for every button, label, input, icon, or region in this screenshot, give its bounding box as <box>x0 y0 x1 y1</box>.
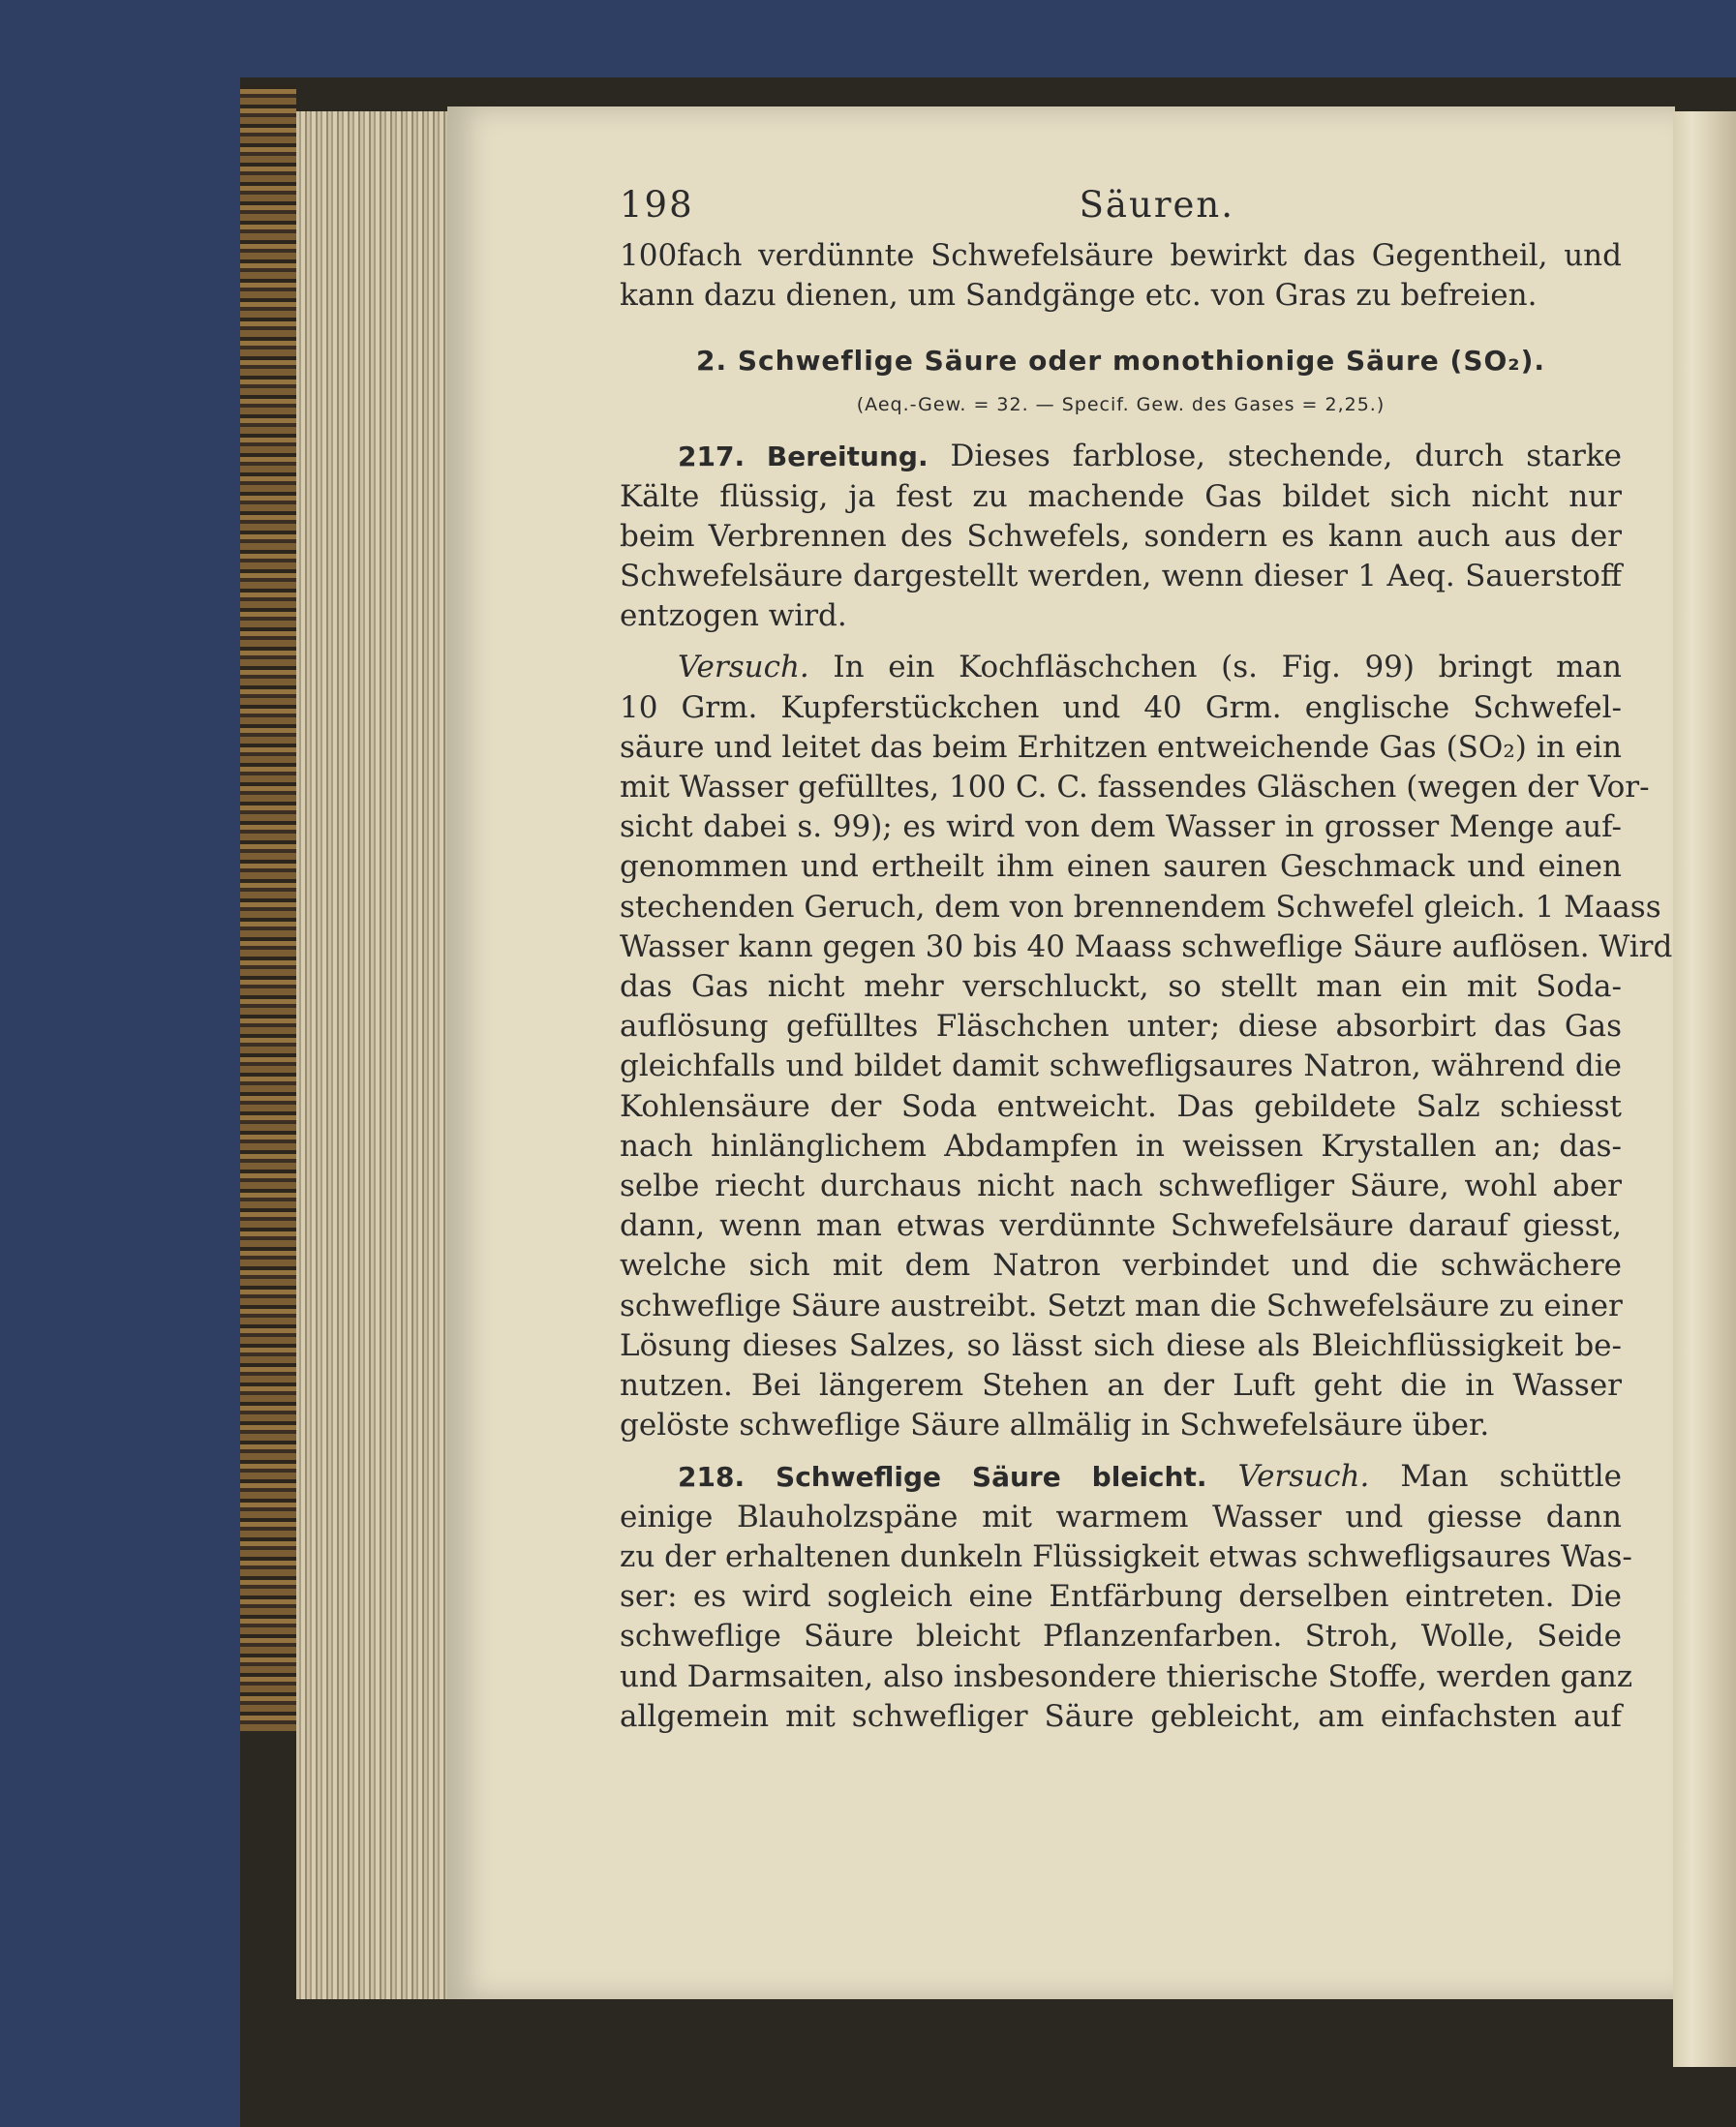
text-line <box>620 648 1622 687</box>
text-line: 10 Grm. Kupferstückchen und 40 Grm. englische Schwefel- <box>620 689 1622 725</box>
versuch-paragraph <box>620 648 1673 1445</box>
page-number: 198 <box>620 184 694 226</box>
text-line: beim Verbrennen des Schwefels, sondern es kann auch aus der <box>620 518 1622 554</box>
text-line: ser: es wird sogleich eine Entfärbung derselben eintreten. Die <box>620 1579 1622 1615</box>
versuch-label: Versuch. <box>1237 1459 1370 1495</box>
text-line: schweflige Säure bleicht Pflanzenfarben. Stroh, Wolle, Seide <box>620 1619 1622 1655</box>
text-line: Lösung dieses Salzes, so lässt sich diese als Bleichflüssigkeit be- <box>620 1327 1622 1363</box>
text-line: Kohlensäure der Soda entweicht. Das gebildete Salz schiesst <box>620 1088 1622 1124</box>
text-line: welche sich mit dem Natron verbindet und die schwächere <box>620 1248 1622 1284</box>
text-line <box>620 1457 1622 1497</box>
text-line: Wasser kann gegen 30 bis 40 Maass schweflige Säure auflösen. Wird <box>620 928 1673 964</box>
section-subheading: (Aeq.-Gew. = 32. — Specif. Gew. des Gases = 2,25.) <box>856 394 1386 416</box>
text-line: gleichfalls und bildet damit schwefligsaures Natron, während die <box>620 1048 1622 1084</box>
text-line: kann dazu dienen, um Sandgänge etc. von Gras zu befreien. <box>620 278 1538 314</box>
text-line: Kälte flüssig, ja fest zu machende Gas bildet sich nicht nur <box>620 478 1622 514</box>
page-text <box>620 184 1673 1737</box>
text-line: nutzen. Bei längerem Stehen an der Luft geht die in Wasser <box>620 1368 1622 1404</box>
text-line: selbe riecht durchaus nicht nach schwefliger Säure, wohl aber <box>620 1169 1622 1204</box>
text-line: sicht dabei s. 99); es wird von dem Wasser in grosser Menge auf- <box>620 809 1622 845</box>
paragraph-217 <box>620 437 1622 636</box>
text-line: säure und leitet das beim Erhitzen entweichende Gas (SO₂) in ein <box>620 729 1622 765</box>
text-line: 100fach verdünnte Schwefelsäure bewirkt das Gegentheil, und <box>620 238 1622 273</box>
text-line: mit Wasser gefülltes, 100 C. C. fassendes Gläschen (wegen der Vor- <box>620 770 1650 805</box>
text-fragment: Man schüttle <box>1369 1459 1622 1495</box>
text-line <box>620 437 1622 476</box>
page-header <box>620 184 1622 236</box>
text-line: schweflige Säure austreibt. Setzt man die Schwefelsäure zu einer <box>620 1288 1623 1323</box>
text-fragment: Dieses farblose, stechende, durch starke <box>928 439 1622 474</box>
text-line: Schwefelsäure dargestellt werden, wenn dieser 1 Aeq. Sauerstoff <box>620 559 1622 594</box>
text-line: und Darmsaiten, also insbesondere thierische Stoffe, werden ganz <box>620 1658 1633 1694</box>
text-line: nach hinlänglichem Abdampfen in weissen Krystallen an; das- <box>620 1128 1622 1164</box>
text-line: stechenden Geruch, dem von brennendem Schwefel gleich. 1 Maass <box>620 889 1661 925</box>
text-line: einige Blauholzspäne mit warmem Wasser und giesse dann <box>620 1499 1622 1534</box>
text-line: auflösung gefülltes Fläschchen unter; diese absorbirt das Gas <box>620 1009 1622 1045</box>
text-line: dann, wenn man etwas verdünnte Schwefelsäure darauf giesst, <box>620 1208 1622 1244</box>
text-line: das Gas nicht mehr verschluckt, so stellt man ein mit Soda- <box>620 969 1622 1005</box>
text-line: entzogen wird. <box>620 598 847 634</box>
text-fragment: In ein Kochfläschchen (s. Fig. 99) bringt man <box>808 650 1622 685</box>
running-title: Säuren. <box>1079 184 1234 226</box>
intro-paragraph <box>620 236 1622 316</box>
paragraph-title: 218. Schweflige Säure bleicht. <box>678 1461 1207 1494</box>
paragraph-title: 217. Bereitung. <box>678 441 929 473</box>
text-line: genommen und ertheilt ihm einen sauren Geschmack und einen <box>620 849 1622 885</box>
text-line: zu der erhaltenen dunkeln Flüssigkeit etwas schwefligsaures Was- <box>620 1538 1632 1574</box>
book-spine <box>240 85 296 1731</box>
paragraph-218 <box>620 1457 1633 1736</box>
page-edges <box>296 111 449 1999</box>
text-line: allgemein mit schwefliger Säure gebleicht, am einfachsten auf <box>620 1698 1622 1734</box>
text-line: gelöste schweflige Säure allmälig in Schwefelsäure über. <box>620 1408 1490 1443</box>
section-heading: 2. Schweflige Säure oder monothionige Säure (SO₂). <box>696 345 1545 378</box>
versuch-label: Versuch. <box>678 650 809 685</box>
facing-page-edge <box>1673 111 1736 2067</box>
